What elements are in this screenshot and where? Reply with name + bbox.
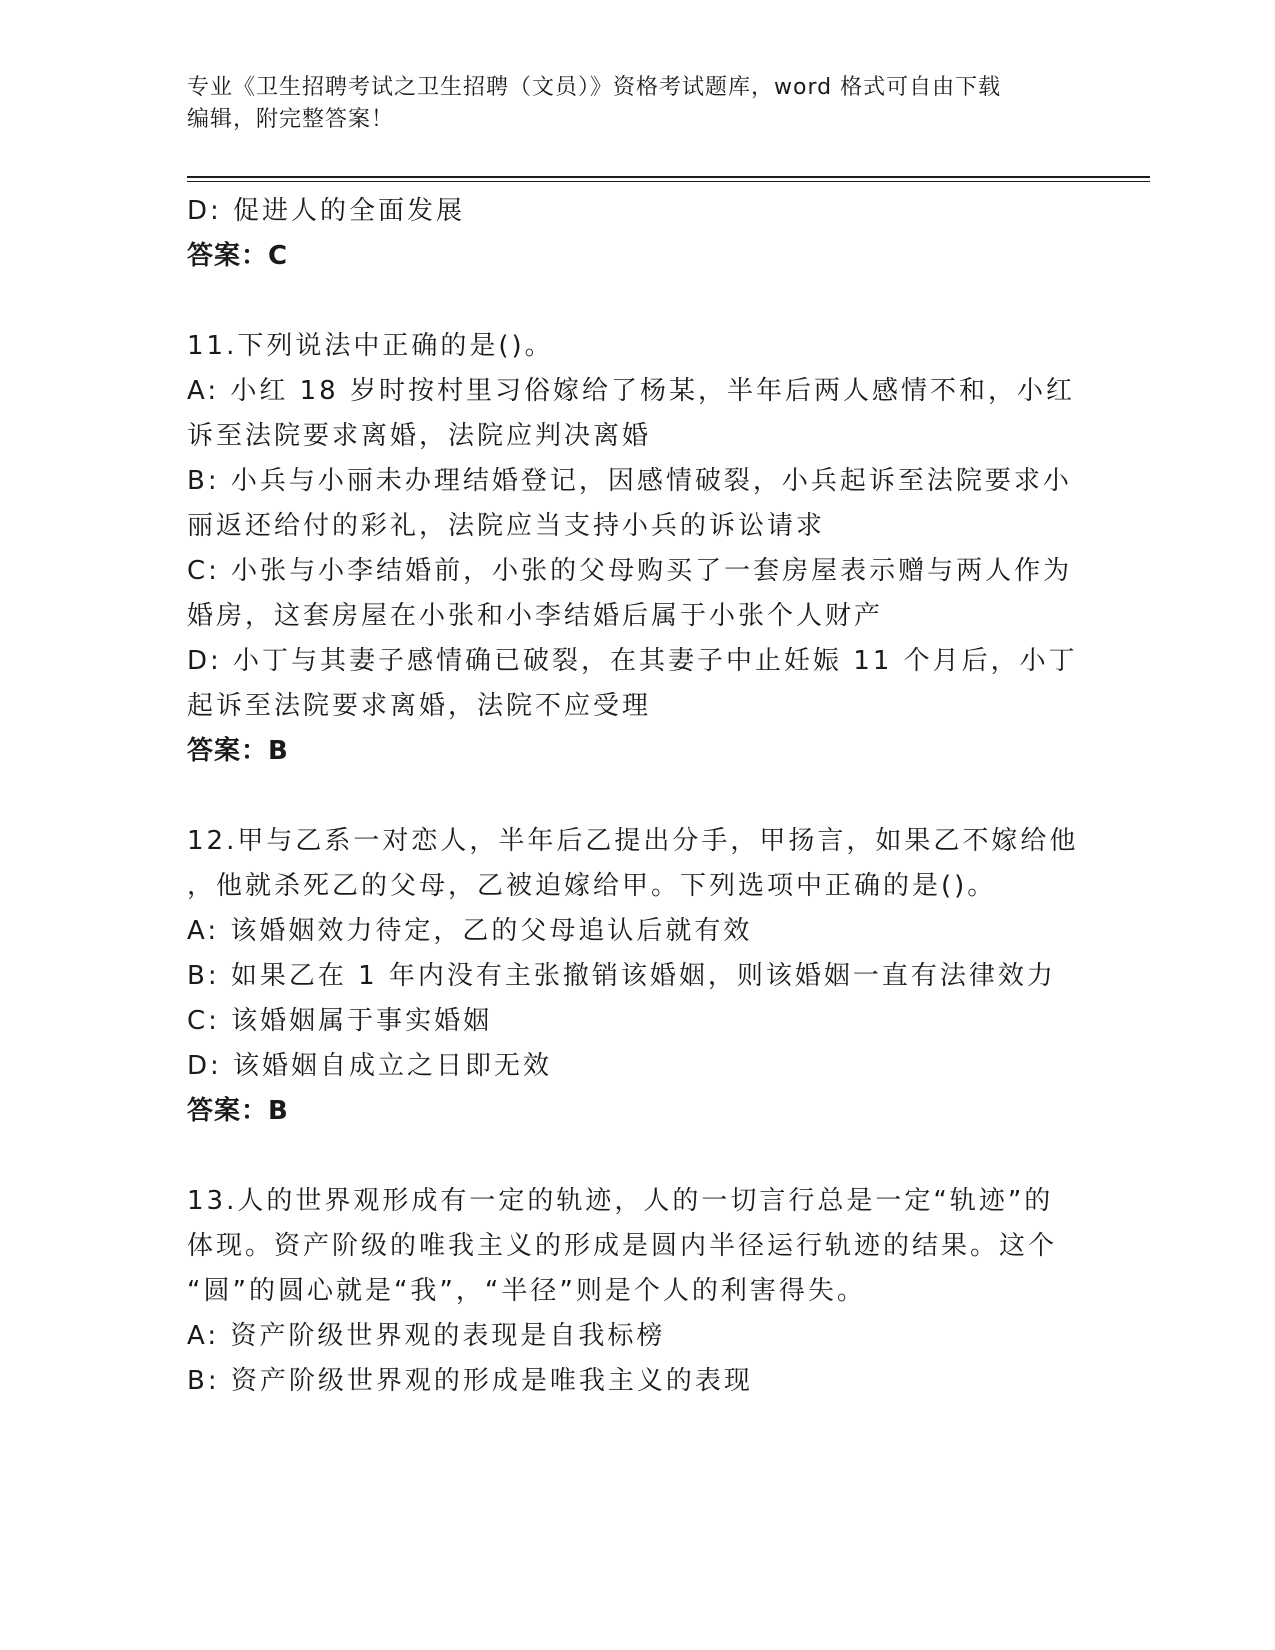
question-stem: 13.人的世界观形成有一定的轨迹，人的一切言行总是一定“轨迹”的	[187, 1186, 1054, 1216]
document-header	[187, 72, 1087, 136]
option-text: 婚房，这套房屋在小张和小李结婚后属于小张个人财产	[187, 601, 884, 631]
option-d	[187, 639, 1087, 729]
option-c	[187, 549, 1087, 639]
header-divider-thin	[187, 181, 1150, 182]
option-d: D: 促进人的全面发展	[187, 196, 466, 226]
option-text: 丽返还给付的彩礼，法院应当支持小兵的诉讼请求	[187, 511, 826, 541]
option-b	[187, 459, 1087, 549]
question-13	[187, 1179, 1087, 1404]
option-a: A: 该婚姻效力待定，乙的父母追认后就有效	[187, 916, 753, 946]
option-b: B: 如果乙在 1 年内没有主张撤销该婚姻，则该婚姻一直有法律效力	[187, 961, 1056, 991]
question-stem: 12.甲与乙系一对恋人，半年后乙提出分手，甲扬言，如果乙不嫁给他	[187, 826, 1079, 856]
question-stem: 体现。资产阶级的唯我主义的形成是圆内半径运行轨迹的结果。这个	[187, 1231, 1058, 1261]
question-stem: 11.下列说法中正确的是()。	[187, 331, 554, 361]
option-c: C: 该婚姻属于事实婚姻	[187, 1006, 493, 1036]
spacer	[187, 1134, 1087, 1179]
previous-question-tail	[187, 189, 1087, 279]
question-stem: ，他就杀死乙的父母，乙被迫嫁给甲。下列选项中正确的是()。	[187, 871, 997, 901]
question-12	[187, 819, 1087, 1134]
answer-label: 答案：B	[187, 1096, 289, 1126]
option-text: D: 小丁与其妻子感情确已破裂，在其妻子中止妊娠 11 个月后，小丁	[187, 646, 1078, 676]
question-11	[187, 324, 1087, 774]
option-text: B: 小兵与小丽未办理结婚登记，因感情破裂，小兵起诉至法院要求小	[187, 466, 1072, 496]
option-text: 诉至法院要求离婚，法院应判决离婚	[187, 421, 652, 451]
option-b: B: 资产阶级世界观的形成是唯我主义的表现	[187, 1366, 753, 1396]
answer-label: 答案：B	[187, 736, 289, 766]
spacer	[187, 279, 1087, 324]
option-text: 起诉至法院要求离婚，法院不应受理	[187, 691, 652, 721]
header-divider-thick	[187, 176, 1150, 178]
header-line-1: 专业《卫生招聘考试之卫生招聘（文员）》资格考试题库，word 格式可自由下载	[187, 75, 1002, 100]
option-a	[187, 369, 1087, 459]
option-text: A: 小红 18 岁时按村里习俗嫁给了杨某，半年后两人感情不和，小红	[187, 376, 1075, 406]
answer-label: 答案：C	[187, 241, 289, 271]
question-stem: “圆”的圆心就是“我”，“半径”则是个人的利害得失。	[187, 1276, 866, 1306]
option-text: C: 小张与小李结婚前，小张的父母购买了一套房屋表示赠与两人作为	[187, 556, 1073, 586]
spacer	[187, 774, 1087, 819]
header-line-2: 编辑，附完整答案！	[187, 107, 395, 132]
option-a: A: 资产阶级世界观的表现是自我标榜	[187, 1321, 666, 1351]
question-list	[187, 189, 1087, 1404]
option-d: D: 该婚姻自成立之日即无效	[187, 1051, 553, 1081]
